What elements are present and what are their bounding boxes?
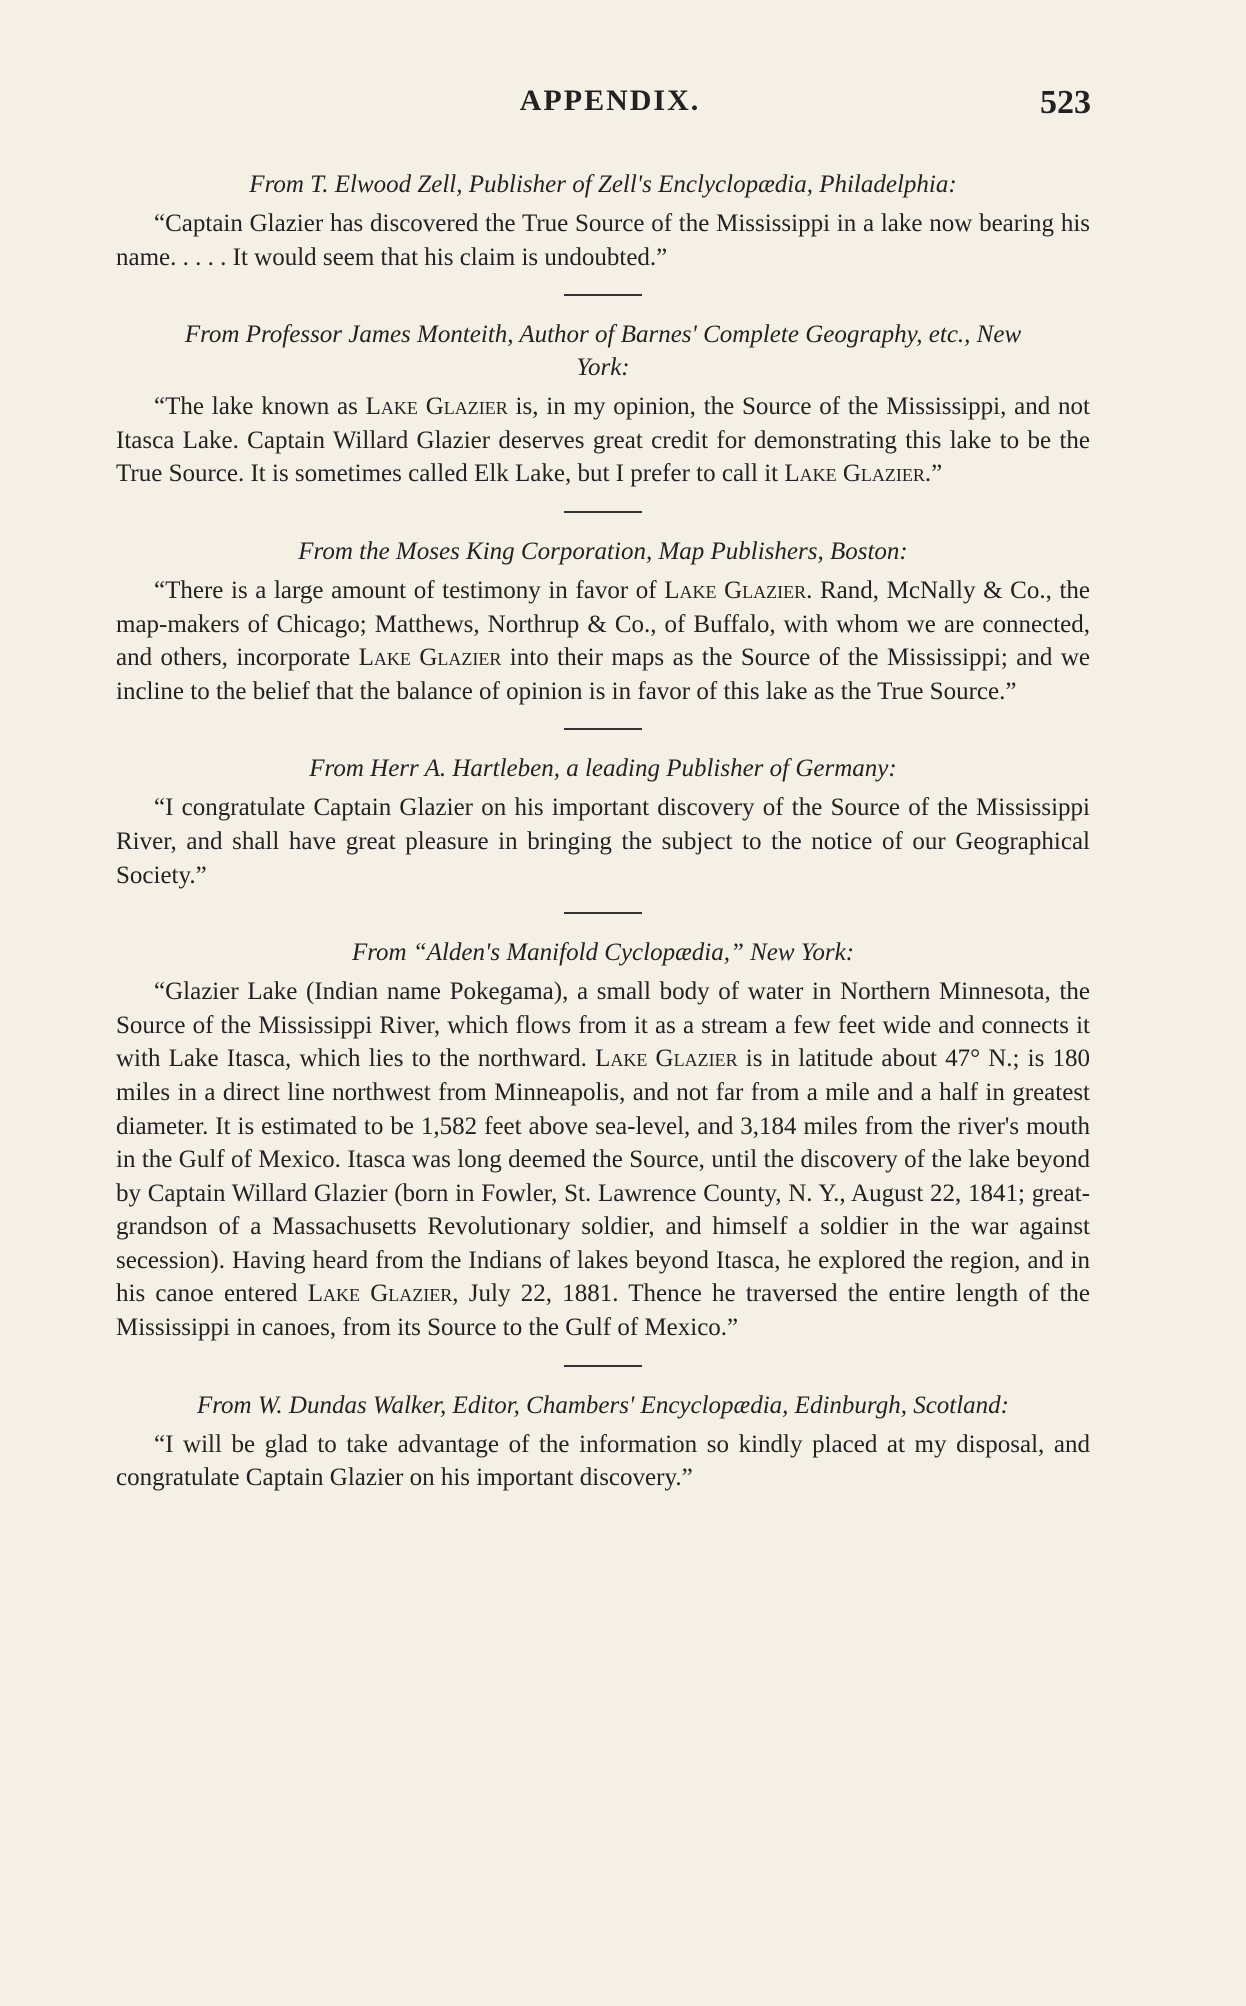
- page-body: [116, 168, 1090, 1495]
- testimonial-quote: “I will be glad to take advantage of the information so kindly placed at my disposal, and congratulate Captain Glazier on his important discovery.”: [116, 1430, 1090, 1492]
- testimonial-quote: [116, 975, 1090, 1345]
- testimonial-moses-king: [116, 535, 1090, 708]
- page-number: 523: [1040, 84, 1091, 121]
- testimonial-quote: “I congratulate Captain Glazier on his important discovery of the Source of the Mississippi River, and shall have great pleasure in bringing the subject to the notice of our Geographical Society.”: [116, 794, 1090, 889]
- testimonial-walker: [116, 1389, 1090, 1495]
- lake-glazier-smallcaps: Lake Glazier: [784, 460, 925, 488]
- testimonial-source: From T. Elwood Zell, Publisher of Zell's Enclyclopædia, Philadelphia:: [249, 171, 957, 198]
- lake-glazier-smallcaps: Lake Glazier: [365, 393, 508, 421]
- testimonial-hartleben: [116, 752, 1090, 892]
- lake-glazier-smallcaps: Lake Glazier: [307, 1280, 453, 1308]
- testimonial-zell: [116, 168, 1090, 274]
- quote-text: “Glazier Lake (Indian name Pokegama), a small body of water in Northern Minnesota, the Source of the Mississippi River, which flows from it as a stream a few feet wide and connects it with Lake Itasca, which lies to the northward.: [116, 978, 1090, 1073]
- quote-text: “There is a large amount of testimony in favor of: [154, 576, 665, 604]
- testimonial-source: From W. Dundas Walker, Editor, Chambers' Encyclopædia, Edinburgh, Scotland:: [196, 1391, 1010, 1419]
- lake-glazier-smallcaps: Lake Glazier: [595, 1045, 738, 1073]
- testimonial-quote: [116, 574, 1090, 708]
- quote-text: . Rand, McNally & Co., the map-makers of Chicago; Matthews, Northrup & Co., of Buffalo, with whom we are connected, and others, incorporate: [116, 576, 1090, 672]
- quote-text: into their maps as the Source of the Mississippi; and we incline to the belief that the balance of opinion is in favor of this lake as the True Source.”: [116, 644, 1090, 705]
- section-divider: [564, 728, 642, 730]
- quote-text: is in latitude about 47° N.; is 180 miles in a direct line northwest from Minneapolis, and not far from a mile and a half in greatest diameter. It is estimated to be 1,582 feet above sea-level, and 3,184 miles from the river's mouth in the Gulf of Mexico. Itasca was long deemed the Source, until the discovery of the lake beyond by Captain Willard Glazier (born in Fowler, St. Lawrence County, N. Y., August 22, 1841; great-grandson of a Massachusetts Revolutionary soldier, and himself a soldier in the war against secession). Having heard from the Indians of lakes beyond Itasca, he explored the region, and in his canoe entered: [116, 1045, 1091, 1308]
- testimonial-alden: [116, 936, 1090, 1345]
- quote-text: , July 22, 1881. Thence he traversed the entire length of the Mississippi in canoes, from its Source to the Gulf of Mexico.”: [116, 1280, 1090, 1342]
- testimonial-source: From the Moses King Corporation, Map Publishers, Boston:: [298, 537, 908, 565]
- section-divider: [564, 511, 642, 513]
- testimonial-source: From “Alden's Manifold Cyclopædia,” New York:: [351, 939, 855, 967]
- lake-glazier-smallcaps: Lake Glazier: [664, 576, 807, 604]
- testimonial-quote: [116, 390, 1090, 491]
- page-header: [0, 84, 1246, 134]
- quote-text: is, in my opinion, the Source of the Mississippi, and not Itasca Lake. Captain Willard Glazier deserves great credit for demonstrating this lake to be the True Source. It is sometimes called Elk Lake, but I prefer to call it: [116, 393, 1090, 488]
- lake-glazier-smallcaps: Lake Glazier: [358, 644, 502, 672]
- testimonial-source: From Professor James Monteith, Author of Barnes' Complete Geography, etc., New York:: [184, 321, 1022, 382]
- section-divider: [564, 294, 642, 296]
- section-divider: [564, 912, 642, 914]
- testimonial-monteith: [116, 318, 1090, 491]
- quote-text: .”: [924, 460, 943, 488]
- quote-text: “The lake known as: [154, 393, 366, 421]
- testimonial-quote: “Captain Glazier has discovered the True Source of the Mississippi in a lake now bearing his name. . . . . It would seem that his claim is undoubted.”: [116, 210, 1090, 271]
- running-head: APPENDIX.: [519, 84, 701, 117]
- section-divider: [564, 1365, 642, 1367]
- testimonial-source: From Herr A. Hartleben, a leading Publisher of Germany:: [309, 755, 897, 783]
